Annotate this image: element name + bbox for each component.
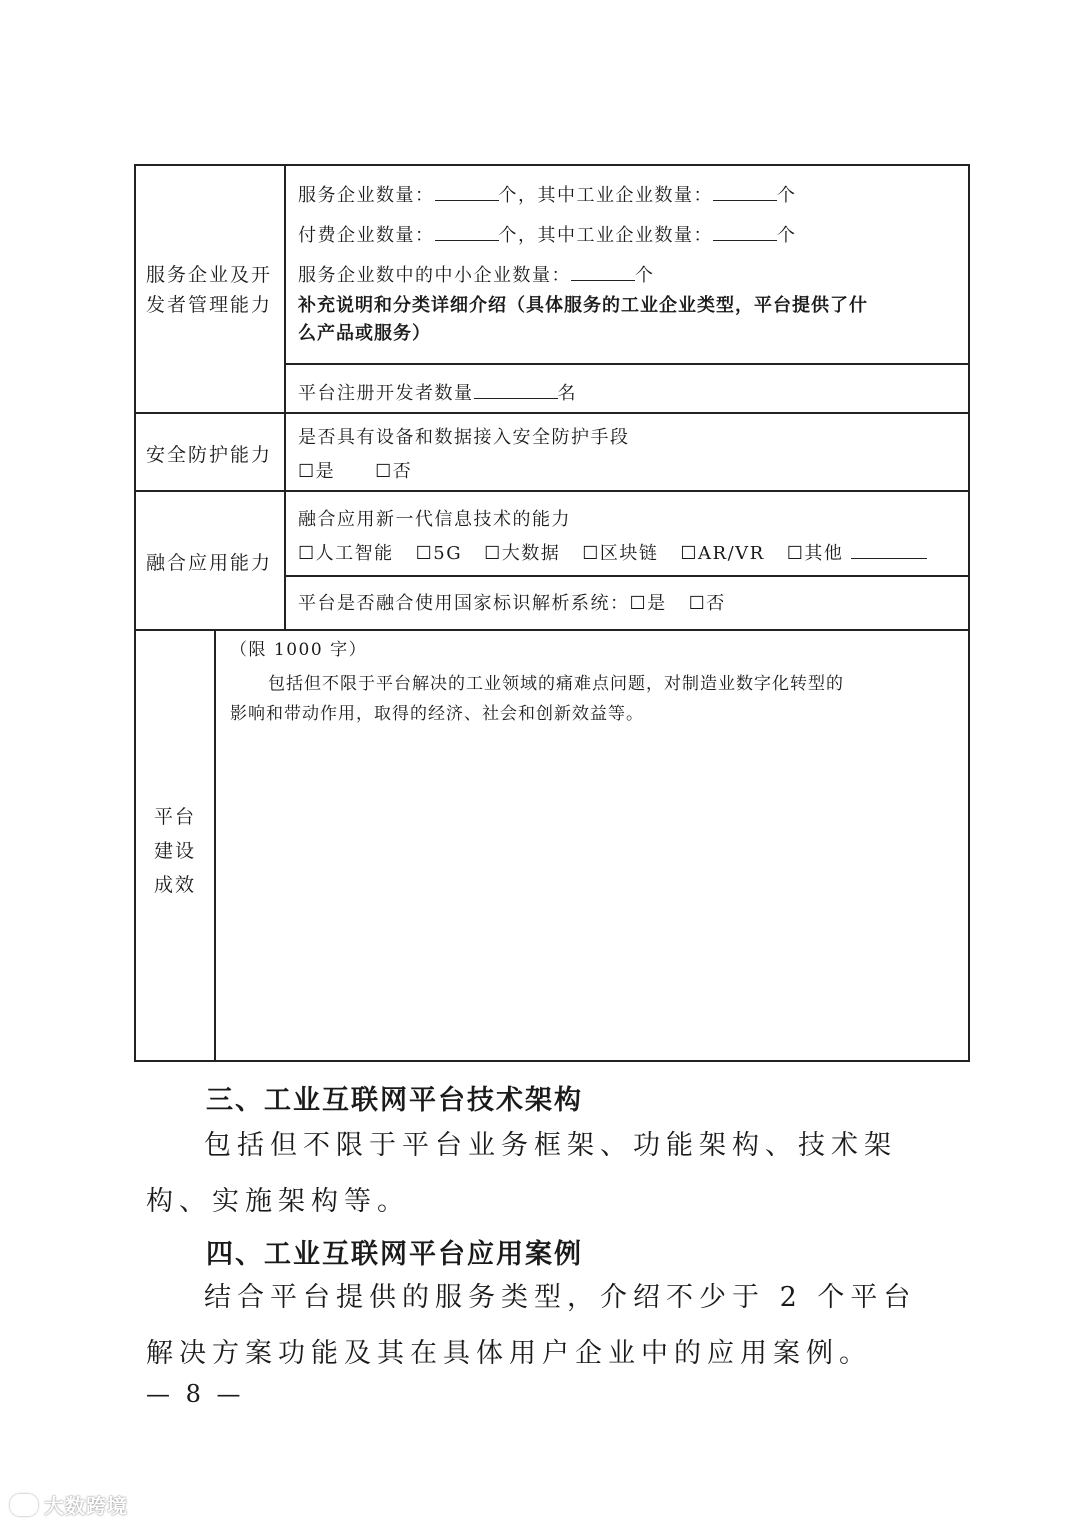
option-bigdata-checkbox[interactable]: ☐大数据 [484, 543, 561, 564]
row-divider-3 [134, 629, 970, 631]
security-yes-checkbox[interactable]: ☐是 [298, 461, 336, 482]
watermark [10, 1490, 128, 1519]
security-question: 是否具有设备和数据接入安全防护手段 [298, 427, 630, 448]
label-line: 发者管理能力 [146, 294, 273, 316]
paid-count-blank[interactable] [435, 222, 499, 241]
label-line: 建设 [154, 840, 197, 862]
results-description-line1: 包括但不限于平台解决的工业领域的痛难点问题，对制造业数字化转型的 [268, 674, 844, 694]
integration-question: 融合应用新一代信息技术的能力 [298, 509, 571, 530]
row-divider-identifier [284, 575, 970, 577]
industrial-count-blank[interactable] [713, 182, 777, 201]
column-divider-upper [284, 164, 286, 630]
row-divider-developer [284, 363, 970, 365]
service-count-blank[interactable] [435, 182, 499, 201]
section-body-cases: 结合平台提供的服务类型，介绍不少于 2 个平台解决方案功能及其在具体用户企业中的应用案例。 [146, 1282, 917, 1369]
identifier-yes-checkbox[interactable]: ☐是 [629, 593, 667, 614]
supplement-note-line2: 么产品或服务） [298, 323, 431, 344]
label-line: 平台 [154, 806, 197, 828]
results-description-line2: 影响和带动作用，取得的经济、社会和创新效益等。 [230, 704, 644, 724]
row-divider-1 [134, 412, 970, 414]
option-other-checkbox[interactable]: ☐其他 [786, 543, 844, 564]
sme-count-blank[interactable] [571, 262, 635, 281]
identifier-no-checkbox[interactable]: ☐否 [688, 593, 726, 614]
row-divider-2 [134, 490, 970, 492]
option-other-blank[interactable] [851, 540, 927, 559]
label-construction-results [154, 800, 196, 902]
column-divider-lower [214, 630, 216, 1062]
table-border-bottom [134, 1060, 970, 1062]
word-limit-note: （限 1000 字） [230, 640, 368, 660]
integration-options [298, 540, 927, 566]
option-blockchain-checkbox[interactable]: ☐区块链 [582, 543, 659, 564]
option-5g-checkbox[interactable]: ☐5G [415, 543, 463, 564]
supplement-note-line1: 补充说明和分类详细介绍（具体服务的工业企业类型，平台提供了什 [298, 295, 868, 316]
section-body-architecture: 包括但不限于平台业务框架、功能架构、技术架构、实施架构等。 [146, 1130, 897, 1217]
section-heading-cases: 四、工业互联网平台应用案例 [206, 1239, 583, 1270]
watermark-text: 大数跨境 [44, 1494, 128, 1518]
section-heading-architecture: 三、工业互联网平台技术架构 [206, 1085, 583, 1116]
identifier-line: 平台是否融合使用国家标识解析系统：☐是 ☐否 [298, 593, 726, 614]
table-border-top [134, 164, 970, 166]
application-form-table [134, 164, 970, 1062]
sme-count-line: 服务企业数中的中小企业数量： 个 [298, 262, 655, 288]
paid-count-line: 付费企业数量： 个，其中工业企业数量： 个 [298, 222, 797, 248]
developer-count-blank[interactable] [474, 380, 558, 399]
security-options [298, 460, 434, 484]
label-line: 服务企业及开 [146, 264, 273, 286]
watermark-logo-icon [10, 1494, 38, 1516]
paid-industrial-count-blank[interactable] [713, 222, 777, 241]
label-service-management [146, 260, 272, 320]
label-security: 安全防护能力 [146, 444, 273, 466]
label-integration: 融合应用能力 [146, 552, 273, 574]
option-ai-checkbox[interactable]: ☐人工智能 [298, 543, 394, 564]
option-arvr-checkbox[interactable]: ☐AR/VR [680, 543, 765, 564]
security-no-checkbox[interactable]: ☐否 [375, 461, 413, 482]
service-count-line: 服务企业数量： 个，其中工业企业数量： 个 [298, 182, 797, 208]
label-line: 成效 [154, 874, 197, 896]
page-number: — 8 — [146, 1380, 245, 1408]
results-input-area[interactable] [218, 734, 966, 1056]
table-border-right [968, 164, 970, 1062]
developer-count-line: 平台注册开发者数量 名 [298, 380, 577, 406]
table-border-left [134, 164, 136, 1062]
